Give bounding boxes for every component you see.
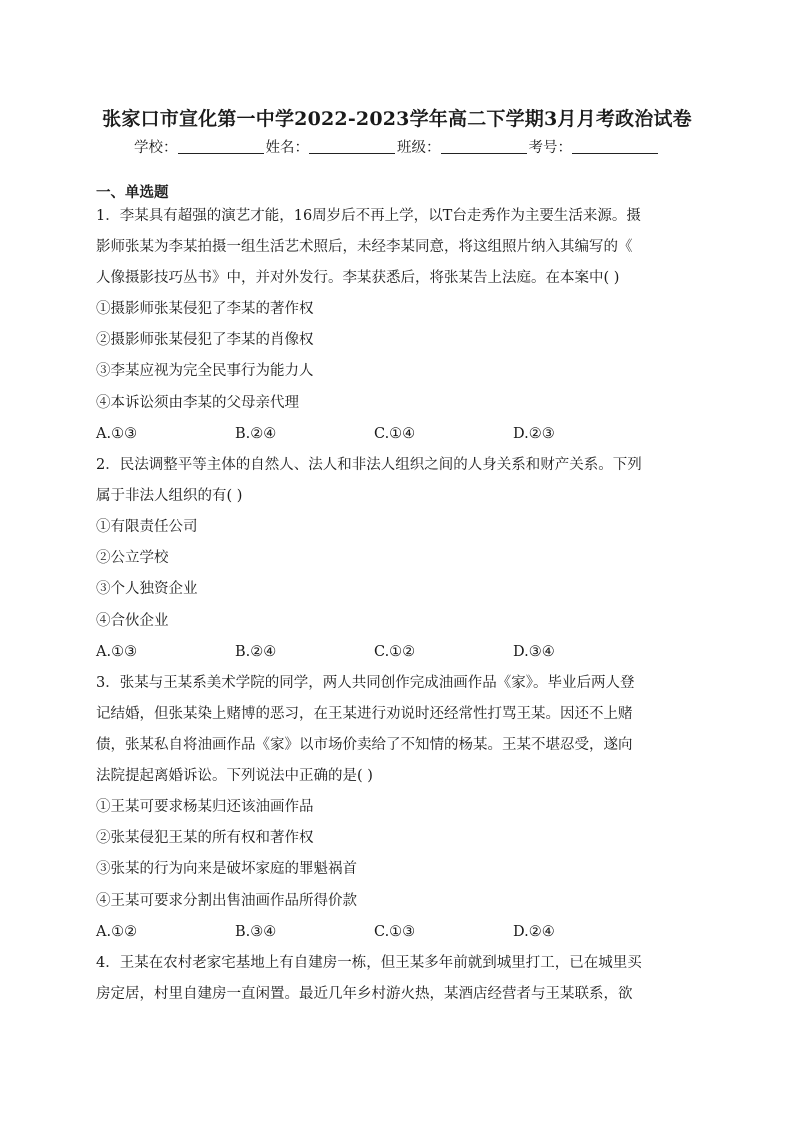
stem-line: 1．李某具有超强的演艺才能，16周岁后不再上学，以T台走秀作为主要生活来源。摄 bbox=[96, 208, 641, 224]
question-4 bbox=[96, 948, 700, 1010]
stem-line: 法院提起离婚诉讼。下列说法中正确的是( ) bbox=[96, 768, 373, 785]
statement-option: ④王某可要求分割出售油画作品所得价款 bbox=[96, 892, 357, 909]
question-stem bbox=[96, 668, 700, 792]
answer-choice-a: A.①② bbox=[96, 923, 138, 940]
answer-choices bbox=[96, 419, 700, 450]
school-blank bbox=[178, 139, 264, 154]
exam-number-label: 考号： bbox=[528, 140, 572, 156]
statement-option: ③李某应视为完全民事行为能力人 bbox=[96, 363, 314, 380]
question-stem bbox=[96, 948, 700, 1010]
school-label: 学校： bbox=[134, 140, 178, 156]
stem-line: 3．张某与王某系美术学院的同学，两人共同创作完成油画作品《家》。毕业后两人登 bbox=[96, 675, 635, 692]
questions-container bbox=[96, 201, 700, 1010]
question-3 bbox=[96, 668, 700, 948]
question-stem bbox=[96, 201, 700, 294]
exam-title: 张家口市宣化第一中学2022-2023学年高二下学期3月月考政治试卷 bbox=[102, 108, 692, 130]
answer-choice-c: C.①② bbox=[374, 643, 416, 660]
question-1 bbox=[96, 201, 700, 450]
stem-line: 2．民法调整平等主体的自然人、法人和非法人组织之间的人身关系和财产关系。下列 bbox=[96, 457, 642, 474]
statement-option: ①摄影师张某侵犯了李某的著作权 bbox=[96, 301, 314, 317]
statement-option: ③张某的行为向来是破坏家庭的罪魁祸首 bbox=[96, 861, 357, 878]
answer-choice-a: A.①③ bbox=[96, 643, 138, 660]
answer-choice-b: B.③④ bbox=[235, 923, 277, 940]
stem-line: 属于非法人组织的有( ) bbox=[96, 488, 243, 505]
stem-line: 债，张某私自将油画作品《家》以市场价卖给了不知情的杨某。王某不堪忍受，遂向 bbox=[96, 737, 633, 754]
question-stem bbox=[96, 450, 700, 512]
question-2 bbox=[96, 450, 700, 668]
answer-choice-c: C.①④ bbox=[374, 425, 416, 442]
statement-option: ②公立学校 bbox=[96, 550, 169, 567]
class-label: 班级： bbox=[397, 140, 441, 156]
stem-line: 房定居，村里自建房一直闲置。最近几年乡村游火热，某酒店经营者与王某联系，欲 bbox=[96, 986, 633, 1003]
answer-choice-b: B.②④ bbox=[235, 425, 277, 442]
answer-choice-c: C.①③ bbox=[374, 923, 416, 940]
stem-line: 4．王某在农村老家宅基地上有自建房一栋，但王某多年前就到城里打工，已在城里买 bbox=[96, 955, 642, 972]
statement-option: ②摄影师张某侵犯了李某的肖像权 bbox=[96, 332, 314, 349]
class-blank bbox=[441, 139, 527, 154]
answer-choice-d: D.②④ bbox=[513, 923, 555, 940]
statement-option: ②张某侵犯王某的所有权和著作权 bbox=[96, 830, 314, 847]
answer-choices bbox=[96, 637, 700, 668]
statement-option: ①有限责任公司 bbox=[96, 519, 198, 536]
statement-option: ①王某可要求杨某归还该油画作品 bbox=[96, 799, 314, 816]
stem-line: 影师张某为李某拍摄一组生活艺术照后，未经李某同意，将这组照片纳入其编写的《 bbox=[96, 239, 633, 255]
student-info-line bbox=[0, 136, 794, 157]
name-blank bbox=[309, 139, 395, 154]
name-label: 姓名： bbox=[265, 140, 309, 156]
statement-option: ③个人独资企业 bbox=[96, 581, 198, 598]
answer-choices bbox=[96, 917, 700, 948]
answer-choice-d: D.③④ bbox=[513, 643, 555, 660]
statement-option: ④合伙企业 bbox=[96, 612, 169, 629]
stem-line: 人像摄影技巧丛书》中，并对外发行。李某获悉后，将张某告上法庭。在本案中( ) bbox=[96, 270, 620, 286]
section-heading: 一、单选题 bbox=[96, 184, 169, 201]
answer-choice-b: B.②④ bbox=[235, 643, 277, 660]
exam-number-blank bbox=[572, 139, 658, 154]
answer-choice-a: A.①③ bbox=[96, 425, 138, 442]
stem-line: 记结婚，但张某染上赌博的恶习，在王某进行劝说时还经常性打骂王某。因还不上赌 bbox=[96, 706, 633, 723]
answer-choice-d: D.②③ bbox=[513, 425, 555, 442]
statement-option: ④本诉讼须由李某的父母亲代理 bbox=[96, 394, 299, 411]
